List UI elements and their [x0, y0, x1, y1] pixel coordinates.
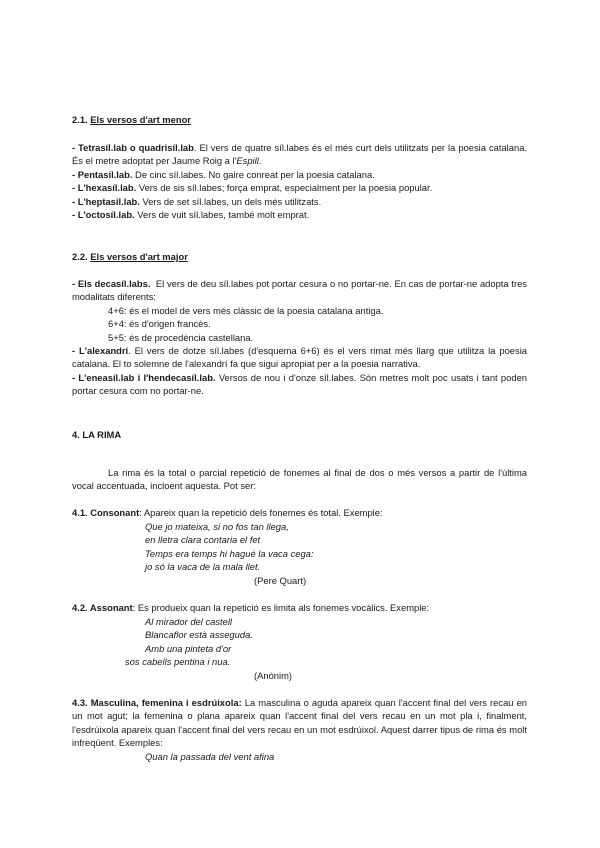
section-2-1-heading [72, 113, 527, 126]
verse-line: en lletra clara contaria el fet [145, 534, 261, 546]
list-item [72, 195, 527, 208]
definition: La masculina o aguda apareix quan l'accent final del vers recau en un mot agut; la femenina o plana apareix quan l'accent final del vers recau en un mot pla i, finalment, l'esdrúixola apareix quan l'accent final del vers recau en un mot esdrúixol. Aquest darrer tipus de rima és molt infreqüent. Exemples: [72, 697, 528, 749]
section-number: 4.1. [72, 507, 88, 518]
author-attribution: (Pere Quart) [254, 574, 307, 586]
definition: : Es produeix quan la repetició es limita als fonemes vocàlics. Exemple: [132, 602, 430, 613]
consonant-example [72, 520, 527, 587]
section-title: 4. LA RIMA [72, 429, 122, 440]
verse-line: Amb una pinteta d'or [145, 642, 232, 654]
list-item [72, 208, 527, 221]
section-number: 4.3. [72, 697, 88, 708]
term: Assonant [89, 602, 133, 613]
verse-line: sos cabells pentina i nua. [125, 656, 231, 668]
modality-item: 4+6: és el model de vers més clàssic de la poesia catalana antiga. [108, 304, 384, 316]
term: - L'octosíl.lab. [72, 209, 135, 221]
term: Masculina, femenina i esdrúixola: [90, 697, 242, 708]
section-number: 2.1. [72, 114, 88, 125]
assonant-example [72, 615, 527, 682]
verse-line: jo só la vaca de la mala llet. [145, 561, 261, 573]
definition: El vers de deu síl.labes pot portar cesura o no portar-ne. En cas de portar-ne adopta tres modalitats diferents: [72, 278, 530, 303]
rima-intro: La rima és la total o parcial repetició de fonemes al final de dos o més versos a partir de l'última vocal accentuada, incloent aquesta. Pot ser: [72, 467, 527, 492]
modality-item: 6+4: és d'origen francès. [108, 318, 211, 330]
definition: Vers de vuit síl.labes, també molt emprat. [134, 209, 310, 221]
list-item [72, 696, 527, 750]
list-item [72, 344, 527, 371]
list-item [72, 371, 527, 398]
section-title: Els versos d'art major [90, 251, 188, 262]
definition: De cinc síl.labes. No gaire conreat per la poesia catalana. [132, 168, 375, 180]
consonant-heading [72, 506, 527, 519]
term: - L'hexasíl.lab. [72, 182, 137, 194]
definition: : Apareix quan la repetició dels fonemes és total. Exemple: [139, 507, 383, 518]
book-title: Espill [236, 155, 259, 167]
definition: Vers de set síl.labes, un dels més utilitzats. [139, 195, 322, 207]
term: Consonant [90, 507, 140, 518]
list-item [72, 141, 527, 168]
list-item [72, 277, 530, 304]
section-2-2-body [72, 277, 530, 398]
term: - L'heptasíl.lab. [72, 195, 140, 207]
section-2-2-heading [72, 250, 527, 263]
section-number: 2.2. [72, 251, 88, 262]
term: - Els decasíl.labs. [72, 278, 151, 289]
modality-item: 5+5: és de procedència castellana. [108, 331, 254, 343]
list-item [72, 181, 527, 194]
term: - L'eneasíl.lab i l'hendecasíl.lab. [72, 371, 216, 383]
section-number: 4.2. [72, 602, 88, 613]
verse-line: Temps era temps hi hagué la vaca cega: [145, 547, 314, 559]
list-item [72, 168, 527, 181]
section-title: Els versos d'art menor [90, 114, 191, 125]
definition: Versos de nou i d'onze síl.labes. Són metres molt poc usats i tant poden portar cesura com no portar-ne. [72, 371, 527, 397]
verse-line: Quan la passada del vent afina [145, 750, 275, 762]
section-4-heading [72, 428, 527, 441]
author-attribution: (Anònim) [254, 669, 293, 681]
assonant-heading [72, 601, 527, 614]
definition: . El vers de dotze síl.labes (d'esquema 6+6) és el vers rimat més llarg que utilitza la poesia catalana. El to solemne de l'alexandrí fa que sigui apropiat per a la poesia narrativa. [72, 345, 527, 370]
verse-line: Que jo mateixa, si no fos tan llega, [145, 521, 289, 532]
definition: Vers de sis síl.labes; força emprat, especialment per la poesia popular. [136, 182, 433, 194]
term: - L'alexandrí [72, 345, 129, 357]
verse-line: Al mirador del castell [145, 616, 233, 627]
masculine-feminine-section [72, 696, 527, 763]
section-2-1-list [72, 141, 527, 221]
definition: . El vers de quatre síl.labes és el més curt dels utilitzats per la poesia catalana. És el metre adoptat per Jaume Roig a l' [72, 142, 528, 167]
term: - Tetrasíl.lab o quadrisíl.lab [72, 142, 194, 153]
verse-line: Blancaflor està asseguda. [145, 629, 253, 641]
punctuation: . [258, 155, 262, 167]
term: - Pentasíl.lab. [72, 168, 133, 180]
